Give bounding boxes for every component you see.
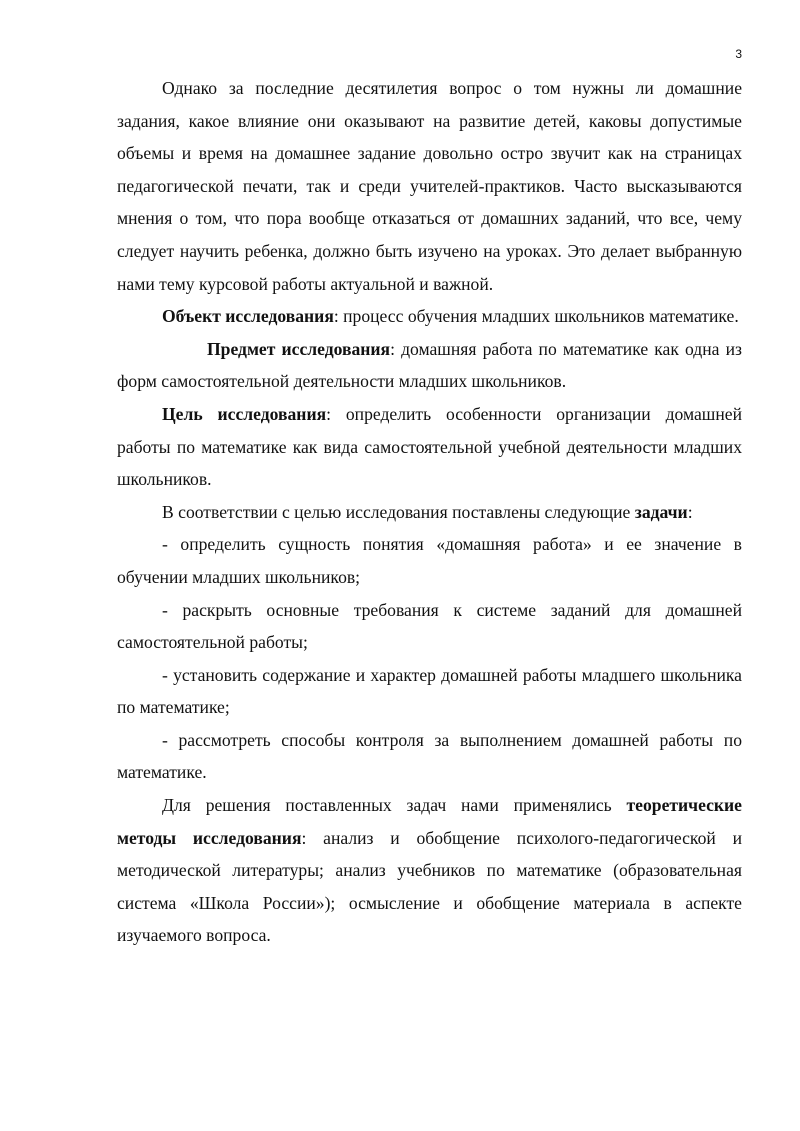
goal-paragraph [117, 398, 742, 496]
task-item-1: - определить сущность понятия «домашняя работа» и ее значение в обучении младших школьников; [117, 534, 742, 587]
object-label: Объект исследования [162, 306, 334, 327]
subject-text: : домашняя работа по математике как одна из форм самостоятельной деятельности младших школьников. [117, 338, 742, 392]
goal-text: : определить особенности организации домашней работы по математике как вида самостоятельной учебной деятельности младших школьников. [117, 403, 742, 490]
methods-intro: Для решения поставленных задач нами применялись [162, 795, 627, 816]
document-body [117, 72, 742, 952]
relevance-paragraph: Однако за последние десятилетия вопрос о том нужны ли домашние задания, какое влияние они оказывают на развитие детей, каковы допустимые объемы и время на домашнее задание довольно остро звучит как на страницах педагогической печати, так и среди учителей-практиков. Часто высказываются мнения о том, что пора вообще отказаться от домашних заданий, что все, чему следует научить ребенка, должно быть изучено на уроках. Это делает выбранную нами тему курсовой работы актуальной и важной. [117, 78, 742, 294]
subject-label: Предмет исследования [207, 338, 391, 359]
subject-paragraph [117, 333, 742, 398]
tasks-intro: В соответствии с целью исследования поставлены следующие [162, 501, 635, 522]
methods-text: : анализ и обобщение психолого-педагогической и методической литературы; анализ учебников по математике (образовательная система «Школа России»); осмысление и обобщение материала в аспекте изучаемого вопроса. [117, 827, 742, 946]
goal-label: Цель исследования [162, 403, 327, 424]
object-text: : процесс обучения младших школьников математике. [333, 306, 739, 327]
task-item-2: - раскрыть основные требования к системе заданий для домашней самостоятельной работы; [117, 599, 742, 653]
tasks-colon: : [687, 501, 693, 522]
task-item-4: - рассмотреть способы контроля за выполнением домашней работы по математике. [117, 729, 742, 783]
object-paragraph [117, 300, 742, 333]
page-number: 3 [735, 47, 742, 61]
tasks-label: задачи [634, 501, 688, 522]
tasks-intro-paragraph [117, 496, 742, 529]
methods-paragraph [117, 789, 742, 952]
methods-label: теоретические методы исследования [117, 795, 742, 848]
task-item-3: - установить содержание и характер домашней работы младшего школьника по математике; [117, 664, 742, 718]
